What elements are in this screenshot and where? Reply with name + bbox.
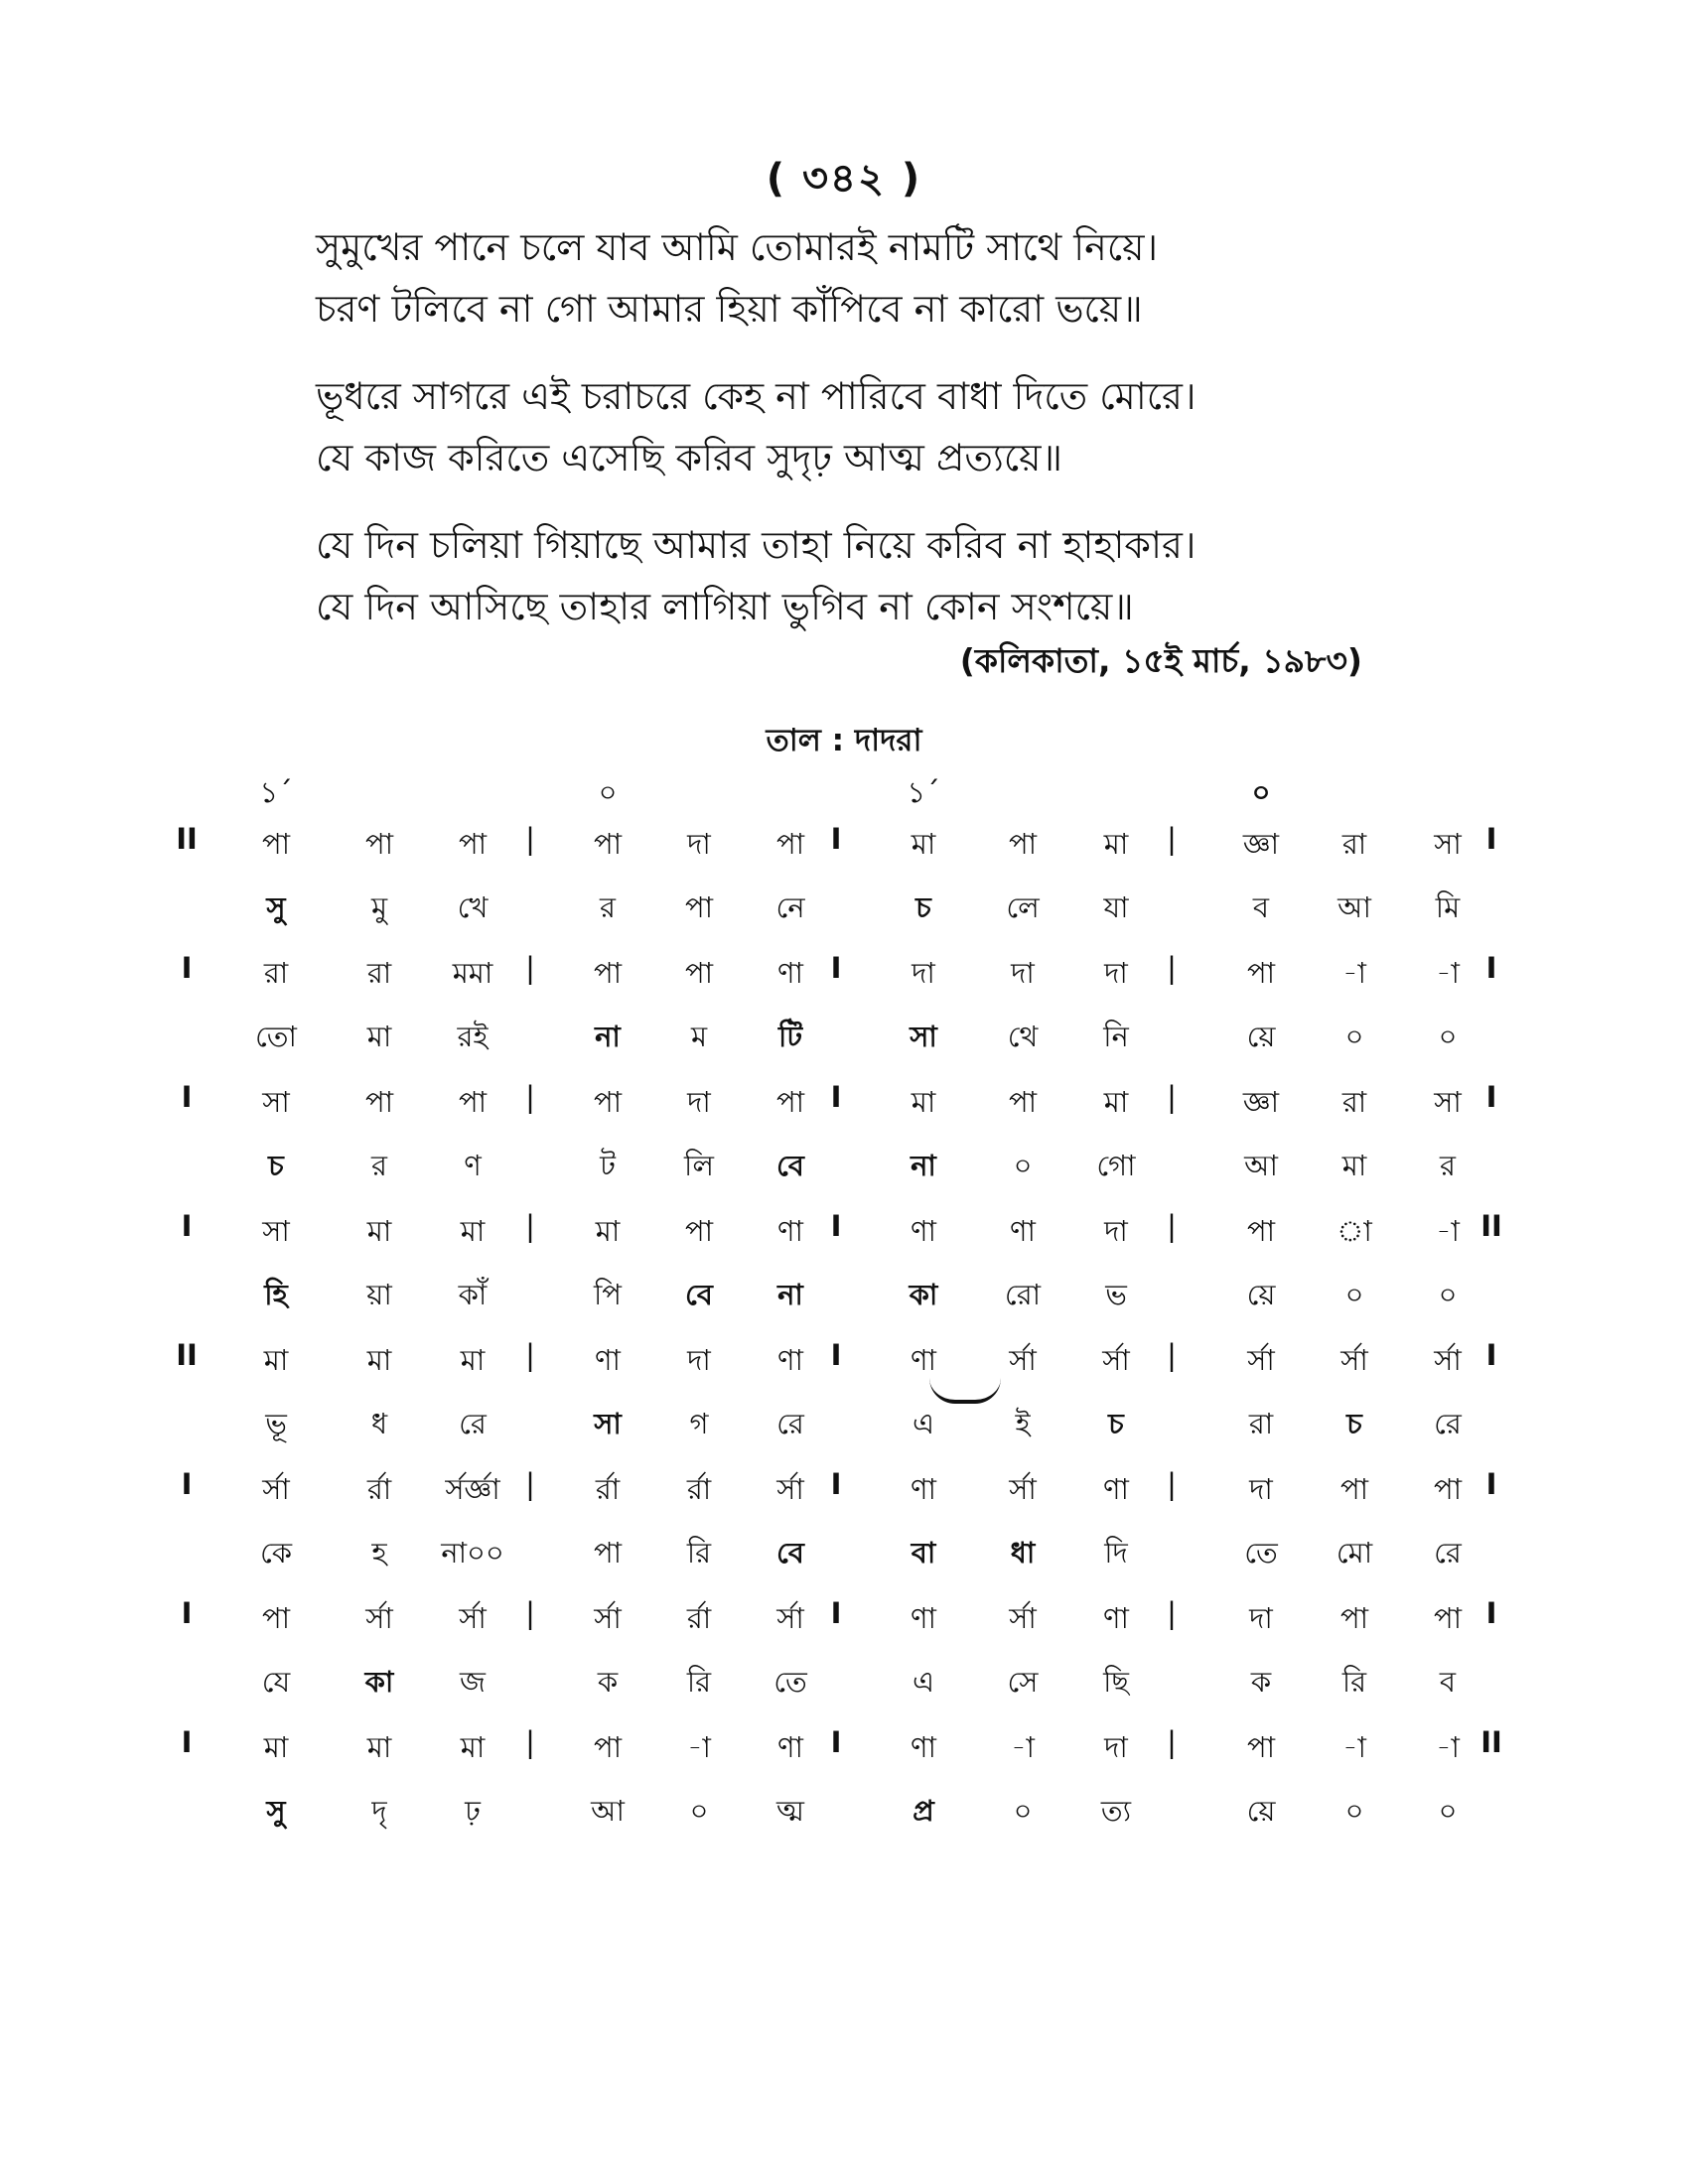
verse-line: ভূধরে সাগরে এই চরাচরে কেহ না পারিবে বাধা দিতে মোরে। bbox=[316, 374, 1196, 418]
swara-note: পা bbox=[1008, 1085, 1038, 1119]
stanza bbox=[316, 514, 1507, 637]
lyric-syllable: পি bbox=[594, 1278, 622, 1311]
lyric-row bbox=[175, 1789, 1525, 1850]
lyric-syllable: চ bbox=[268, 1149, 284, 1182]
lyric-syllable: এ bbox=[912, 1407, 935, 1440]
lyric-syllable: পা bbox=[684, 890, 714, 924]
swara-note: পা bbox=[1246, 956, 1276, 990]
swara-note: সা bbox=[1434, 1085, 1462, 1119]
swara-note: ণা bbox=[911, 1601, 936, 1635]
lyric-syllable: কে bbox=[259, 1536, 293, 1570]
swara-note: -া bbox=[1342, 1730, 1366, 1764]
lyric-syllable: বে bbox=[776, 1149, 804, 1182]
bar-line-end: II bbox=[1480, 1209, 1502, 1243]
lyric-syllable: লে bbox=[1006, 890, 1040, 924]
lyric-row bbox=[175, 886, 1525, 947]
lyric-syllable: দৃ bbox=[371, 1794, 387, 1828]
swara-note: র্রা bbox=[686, 1601, 712, 1635]
bar-line: | bbox=[525, 1209, 535, 1243]
swara-note: র্সা bbox=[776, 1601, 804, 1635]
bar-line-start: I bbox=[181, 1596, 193, 1630]
lyric-syllable: সে bbox=[1007, 1665, 1039, 1699]
swara-row bbox=[175, 1467, 1525, 1531]
swara-note: পা bbox=[458, 827, 488, 861]
lyric-syllable: যে bbox=[261, 1665, 291, 1699]
swara-note: মা bbox=[1103, 1085, 1129, 1119]
lyric-syllable: তে bbox=[1244, 1536, 1278, 1570]
swara-note: -া bbox=[1436, 1730, 1460, 1764]
bar-line: | bbox=[1167, 1338, 1177, 1372]
lyric-syllable: ঢ় bbox=[465, 1794, 481, 1828]
lyric-syllable: না bbox=[911, 1149, 936, 1182]
swara-note: র্সা bbox=[594, 1601, 622, 1635]
swara-note: মা bbox=[263, 1343, 289, 1377]
lyric-syllable: মা bbox=[366, 1020, 392, 1053]
swara-note: মা bbox=[263, 1730, 289, 1764]
lyric-row bbox=[175, 1402, 1525, 1463]
lyric-row bbox=[175, 1273, 1525, 1334]
lyric-syllable: রে bbox=[1434, 1536, 1462, 1570]
swara-note: দা bbox=[1011, 956, 1035, 990]
lyric-syllable: র bbox=[1440, 1149, 1456, 1182]
lyric-row bbox=[175, 1144, 1525, 1205]
swara-note: দা bbox=[1104, 956, 1128, 990]
bar-line: I bbox=[830, 822, 842, 856]
lyric-syllable: ০ bbox=[1344, 1794, 1364, 1828]
composition-dateline: (কলিকাতা, ১৫ই মার্চ, ১৯৮৩) bbox=[959, 641, 1362, 680]
bar-line: I bbox=[830, 1080, 842, 1114]
swara-note: র্রা bbox=[366, 1472, 392, 1506]
lyric-syllable: লি bbox=[684, 1149, 714, 1182]
lyric-syllable: রি bbox=[1341, 1665, 1367, 1699]
swara-note: মা bbox=[460, 1343, 486, 1377]
swara-note: পা bbox=[1339, 1601, 1369, 1635]
swara-note: র্সর্জ্ঞা bbox=[445, 1472, 500, 1506]
lyric-syllable: মো bbox=[1336, 1536, 1373, 1570]
lyric-syllable: ০ bbox=[1344, 1020, 1364, 1053]
bar-line-end: I bbox=[1485, 1596, 1497, 1630]
bar-line: I bbox=[830, 1467, 842, 1501]
swara-note: পা bbox=[1008, 827, 1038, 861]
swara-note: দা bbox=[1104, 1214, 1128, 1248]
swara-row bbox=[175, 951, 1525, 1015]
lyric-syllable: ধা bbox=[1010, 1536, 1036, 1570]
lyric-syllable: চ bbox=[1108, 1407, 1124, 1440]
stanza bbox=[316, 365, 1507, 488]
verse-line: যে দিন আসিছে তাহার লাগিয়া ভুগিব না কোন সংশয়ে॥ bbox=[316, 585, 1134, 628]
bar-line: I bbox=[830, 1338, 842, 1372]
lyric-syllable: রই bbox=[457, 1020, 489, 1053]
swara-note: ণা bbox=[1103, 1601, 1129, 1635]
swara-note: রা bbox=[366, 956, 392, 990]
beat-marker: ০ bbox=[1251, 775, 1271, 809]
lyric-syllable: গো bbox=[1096, 1149, 1136, 1182]
lyric-syllable: ই bbox=[1015, 1407, 1031, 1440]
swara-note: -া bbox=[687, 1730, 711, 1764]
page-number: ( ৩৪২ ) bbox=[766, 156, 922, 202]
bar-line-end: II bbox=[1480, 1725, 1502, 1759]
bar-line: | bbox=[525, 1338, 535, 1372]
bar-line: | bbox=[525, 1596, 535, 1630]
swara-note: র্সা bbox=[1009, 1601, 1037, 1635]
swara-note: ণা bbox=[777, 1343, 803, 1377]
lyric-syllable: ০ bbox=[1438, 1278, 1458, 1311]
lyric-syllable: মু bbox=[370, 890, 388, 924]
bar-line: I bbox=[830, 1596, 842, 1630]
swara-note: দা bbox=[1104, 1730, 1128, 1764]
lyric-syllable: আ bbox=[1337, 890, 1371, 924]
swara-note: র্সা bbox=[262, 1472, 290, 1506]
lyric-syllable: পা bbox=[593, 1536, 623, 1570]
beat-marker: ১´ bbox=[259, 775, 293, 809]
swara-note: ণা bbox=[911, 1343, 936, 1377]
swara-note: পা bbox=[261, 1601, 291, 1635]
bar-line-end: I bbox=[1485, 822, 1497, 856]
lyric-syllable: ০ bbox=[1438, 1020, 1458, 1053]
swara-note: র্সা bbox=[1102, 1343, 1130, 1377]
bar-line: | bbox=[1167, 1080, 1177, 1114]
lyric-syllable: ধ bbox=[370, 1407, 388, 1440]
beat-marker: ০ bbox=[598, 775, 618, 809]
swara-note: ণা bbox=[911, 1214, 936, 1248]
lyric-syllable: চ bbox=[1346, 1407, 1362, 1440]
lyric-syllable: ম bbox=[690, 1020, 708, 1053]
swara-note: মা bbox=[366, 1730, 392, 1764]
lyric-syllable: যা bbox=[1103, 890, 1129, 924]
lyric-syllable: প্র bbox=[913, 1794, 934, 1828]
swara-note: সা bbox=[262, 1214, 290, 1248]
swara-note: মা bbox=[595, 1214, 621, 1248]
lyric-syllable: য়ে bbox=[1246, 1020, 1276, 1053]
swara-note: রা bbox=[1341, 827, 1367, 861]
lyric-syllable: য়া bbox=[366, 1278, 392, 1311]
swara-note: পা bbox=[593, 956, 623, 990]
swara-note: পা bbox=[684, 956, 714, 990]
bar-line: | bbox=[525, 1467, 535, 1501]
bar-line-end: I bbox=[1485, 1080, 1497, 1114]
swara-note: সা bbox=[262, 1085, 290, 1119]
lyric-syllable: তে bbox=[774, 1665, 807, 1699]
bar-line: | bbox=[525, 822, 535, 856]
swara-row bbox=[175, 1725, 1525, 1789]
bar-line: | bbox=[1167, 1209, 1177, 1243]
lyric-syllable: হি bbox=[264, 1278, 288, 1311]
bar-line-start: I bbox=[181, 1209, 193, 1243]
swara-note: রা bbox=[1341, 1085, 1367, 1119]
swara-note: র্সা bbox=[1247, 1343, 1275, 1377]
bar-line: I bbox=[830, 1209, 842, 1243]
verse-line: যে কাজ করিতে এসেছি করিব সুদৃঢ় আত্ম প্রত্যয়ে॥ bbox=[316, 436, 1063, 479]
lyric-syllable: ত্য bbox=[1100, 1794, 1132, 1828]
lyric-syllable: য়ে bbox=[1246, 1794, 1276, 1828]
swara-note: দা bbox=[912, 956, 935, 990]
lyric-row bbox=[175, 1660, 1525, 1721]
swara-note: জ্ঞা bbox=[1242, 1085, 1280, 1119]
swara-row bbox=[175, 1596, 1525, 1660]
lyric-syllable: কা bbox=[364, 1665, 394, 1699]
lyric-syllable: বে bbox=[776, 1536, 804, 1570]
swara-note: পা bbox=[261, 827, 291, 861]
swara-note: ণা bbox=[777, 956, 803, 990]
lyric-syllable: টি bbox=[777, 1020, 803, 1053]
swara-note: ণা bbox=[1010, 1214, 1036, 1248]
lyric-syllable: না bbox=[595, 1020, 621, 1053]
swara-note: দা bbox=[687, 1343, 711, 1377]
lyric-syllable: আ bbox=[1244, 1149, 1278, 1182]
lyric-syllable: ভূ bbox=[265, 1407, 287, 1440]
swara-note: পা bbox=[593, 1085, 623, 1119]
lyric-syllable: এ bbox=[912, 1665, 935, 1699]
lyric-syllable: চ bbox=[915, 890, 931, 924]
swara-row bbox=[175, 822, 1525, 886]
notation-table bbox=[175, 770, 1525, 1854]
lyric-syllable: ০ bbox=[1344, 1278, 1364, 1311]
lyric-syllable: র bbox=[600, 890, 616, 924]
bar-line-end: I bbox=[1485, 951, 1497, 985]
swara-note: ণা bbox=[911, 1730, 936, 1764]
swara-note: সা bbox=[1434, 827, 1462, 861]
lyric-syllable: কাঁ bbox=[458, 1278, 488, 1311]
swara-note: মা bbox=[911, 1085, 936, 1119]
lyric-syllable: সা bbox=[594, 1407, 622, 1440]
swara-note: -া bbox=[1436, 1214, 1460, 1248]
bar-line: I bbox=[830, 951, 842, 985]
lyric-syllable: রি bbox=[686, 1665, 712, 1699]
lyric-syllable: থে bbox=[1007, 1020, 1039, 1053]
bar-line-start: I bbox=[181, 1725, 193, 1759]
swara-note: পা bbox=[775, 1085, 805, 1119]
lyric-syllable: রা bbox=[1248, 1407, 1274, 1440]
swara-note: দা bbox=[687, 1085, 711, 1119]
lyric-syllable: তো bbox=[255, 1020, 297, 1053]
swara-row bbox=[175, 1209, 1525, 1273]
swara-note: র্রা bbox=[686, 1472, 712, 1506]
lyric-row bbox=[175, 1531, 1525, 1592]
bar-line: | bbox=[525, 951, 535, 985]
lyric-syllable: রে bbox=[1434, 1407, 1462, 1440]
swara-note: ণা bbox=[777, 1214, 803, 1248]
swara-note: র্রা bbox=[595, 1472, 621, 1506]
swara-note: -া bbox=[1011, 1730, 1035, 1764]
lyric-syllable: মা bbox=[1341, 1149, 1367, 1182]
swara-note: জ্ঞা bbox=[1242, 827, 1280, 861]
lyric-syllable: য়ে bbox=[1246, 1278, 1276, 1311]
swara-note: পা bbox=[593, 827, 623, 861]
lyric-syllable: নে bbox=[775, 890, 805, 924]
swara-note: র্সা bbox=[1009, 1472, 1037, 1506]
bar-line: | bbox=[1167, 951, 1177, 985]
swara-note: া bbox=[1336, 1214, 1372, 1248]
verse-line: চরণ টলিবে না গো আমার হিয়া কাঁপিবে না কারো ভয়ে॥ bbox=[316, 287, 1143, 331]
swara-note: ণা bbox=[777, 1730, 803, 1764]
lyric-syllable: রে bbox=[459, 1407, 487, 1440]
bar-line-end: I bbox=[1485, 1338, 1497, 1372]
bar-line: | bbox=[525, 1080, 535, 1114]
lyric-syllable: রো bbox=[1004, 1278, 1042, 1311]
swara-note: মা bbox=[366, 1343, 392, 1377]
lyric-syllable: বে bbox=[685, 1278, 713, 1311]
lyric-syllable: ০ bbox=[1013, 1149, 1033, 1182]
bar-line: | bbox=[1167, 1596, 1177, 1630]
bar-line: | bbox=[1167, 1725, 1177, 1759]
bar-line: | bbox=[525, 1725, 535, 1759]
lyric-syllable: সু bbox=[266, 890, 286, 924]
lyric-syllable: গ bbox=[689, 1407, 709, 1440]
beat-marker: ১´ bbox=[907, 775, 940, 809]
bar-line-start: II bbox=[176, 822, 198, 856]
lyric-syllable: কা bbox=[909, 1278, 938, 1311]
swara-note: পা bbox=[1433, 1601, 1463, 1635]
swara-note: ণা bbox=[595, 1343, 621, 1377]
lyric-syllable: সু bbox=[266, 1794, 286, 1828]
lyric-syllable: ছি bbox=[1103, 1665, 1129, 1699]
swara-note: পা bbox=[1433, 1472, 1463, 1506]
swara-note: পা bbox=[1246, 1730, 1276, 1764]
swara-note: পা bbox=[364, 1085, 394, 1119]
swara-note: মমা bbox=[452, 956, 493, 990]
lyric-syllable: ভ bbox=[1105, 1278, 1127, 1311]
bar-line: I bbox=[830, 1725, 842, 1759]
swara-note: পা bbox=[684, 1214, 714, 1248]
lyric-syllable: মি bbox=[1435, 890, 1461, 924]
lyric-syllable: রি bbox=[686, 1536, 712, 1570]
swara-note: পা bbox=[1339, 1472, 1369, 1506]
swara-note: র্সা bbox=[459, 1601, 487, 1635]
swara-note: র্সা bbox=[365, 1601, 393, 1635]
swara-note: পা bbox=[364, 827, 394, 861]
swara-note: -া bbox=[1436, 956, 1460, 990]
lyric-syllable: না bbox=[777, 1278, 803, 1311]
swara-note: -া bbox=[1342, 956, 1366, 990]
lyric-syllable: ০ bbox=[1438, 1794, 1458, 1828]
bar-line-start: II bbox=[176, 1338, 198, 1372]
lyric-syllable: না০০ bbox=[441, 1536, 504, 1570]
swara-note: পা bbox=[458, 1085, 488, 1119]
swara-note: ণা bbox=[911, 1472, 936, 1506]
lyric-syllable: ণ bbox=[464, 1149, 482, 1182]
lyric-syllable: আ bbox=[591, 1794, 625, 1828]
swara-note: দা bbox=[1249, 1601, 1273, 1635]
lyric-syllable: নি bbox=[1103, 1020, 1129, 1053]
lyric-syllable: ব bbox=[1439, 1665, 1457, 1699]
swara-note: পা bbox=[1246, 1214, 1276, 1248]
lyric-syllable: রে bbox=[776, 1407, 804, 1440]
stanza bbox=[316, 216, 1507, 340]
tala-heading: তাল : দাদরা bbox=[766, 723, 922, 758]
lyric-syllable: ত্ম bbox=[776, 1794, 804, 1828]
lyric-row bbox=[175, 1015, 1525, 1076]
swara-note: রা bbox=[263, 956, 289, 990]
lyric-syllable: বা bbox=[911, 1536, 936, 1570]
lyric-syllable: ০ bbox=[689, 1794, 709, 1828]
swara-note: র্সা bbox=[1434, 1343, 1462, 1377]
swara-note: র্সা bbox=[1009, 1343, 1037, 1377]
lyric-syllable: দি bbox=[1104, 1536, 1128, 1570]
swara-note: মা bbox=[366, 1214, 392, 1248]
lyric-syllable: খে bbox=[457, 890, 489, 924]
swara-row bbox=[175, 1080, 1525, 1144]
lyric-syllable: হ bbox=[371, 1536, 387, 1570]
beat-marker-row bbox=[175, 770, 1525, 822]
lyric-syllable: ট bbox=[600, 1149, 616, 1182]
lyric-syllable: ০ bbox=[1013, 1794, 1033, 1828]
swara-note: র্সা bbox=[1340, 1343, 1368, 1377]
bar-line-start: I bbox=[181, 1467, 193, 1501]
lyric-syllable: ক bbox=[597, 1665, 619, 1699]
song-lyrics bbox=[316, 216, 1507, 663]
verse-line: সুমুখের পানে চলে যাব আমি তোমারই নামটি সাথে নিয়ে। bbox=[316, 225, 1159, 269]
swara-note: পা bbox=[593, 1730, 623, 1764]
swara-note: দা bbox=[1249, 1472, 1273, 1506]
swara-note: মা bbox=[460, 1214, 486, 1248]
lyric-syllable: ক bbox=[1250, 1665, 1272, 1699]
lyric-syllable: ব bbox=[1252, 890, 1270, 924]
bar-line-start: I bbox=[181, 951, 193, 985]
swara-note: পা bbox=[775, 827, 805, 861]
bar-line-start: I bbox=[181, 1080, 193, 1114]
verse-line: যে দিন চলিয়া গিয়াছে আমার তাহা নিয়ে করিব না হাহাকার। bbox=[316, 523, 1196, 567]
bar-line-end: I bbox=[1485, 1467, 1497, 1501]
swara-note: মা bbox=[460, 1730, 486, 1764]
bar-line: | bbox=[1167, 822, 1177, 856]
swara-note: ণা bbox=[1103, 1472, 1129, 1506]
lyric-syllable: র bbox=[371, 1149, 387, 1182]
swara-note: মা bbox=[911, 827, 936, 861]
swara-row bbox=[175, 1338, 1525, 1402]
swara-note: মা bbox=[1103, 827, 1129, 861]
swara-note: র্সা bbox=[776, 1472, 804, 1506]
bar-line: | bbox=[1167, 1467, 1177, 1501]
swara-note: দা bbox=[687, 827, 711, 861]
lyric-syllable: সা bbox=[910, 1020, 937, 1053]
lyric-syllable: জ bbox=[460, 1665, 486, 1699]
